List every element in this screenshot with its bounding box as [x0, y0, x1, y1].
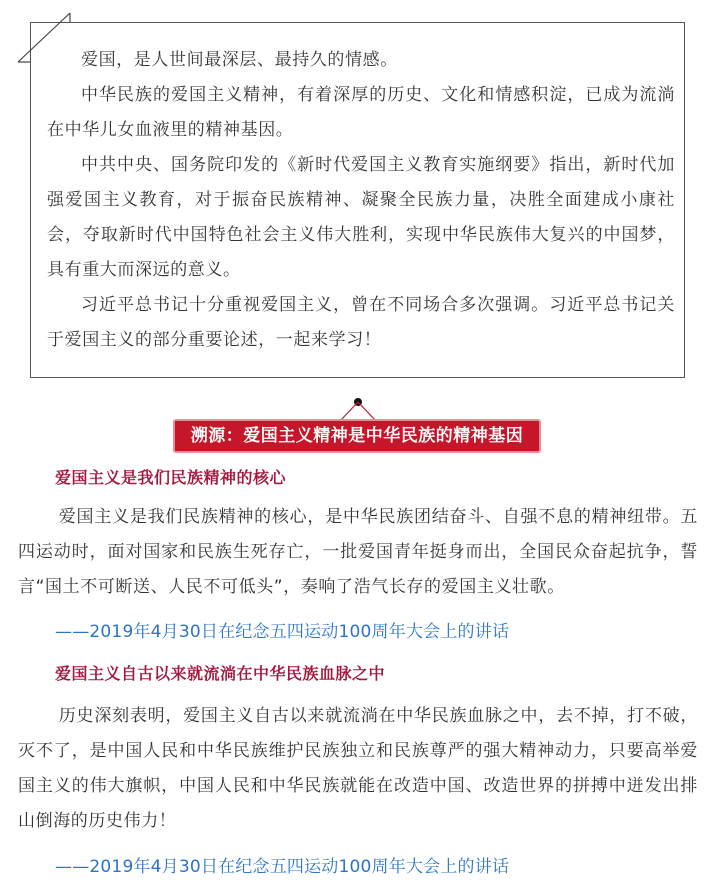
quote-heading: 爱国主义自古以来就流淌在中华民族血脉之中 — [55, 664, 386, 683]
quote-source: ——2019年4月30日在纪念五四运动100周年大会上的讲话 — [55, 622, 510, 642]
quote-body: 爱国主义是我们民族精神的核心，是中华民族团结奋斗、自强不息的精神纽带。五四运动时，面对国家和民族生死存亡，一批爱国青年挺身而出，全国民众奋起抗争，誓言“国土不可断送、人民不可低头”，奏响了浩气长存的爱国主义壮歌。 — [18, 507, 698, 597]
quote-source: ——2019年4月30日在纪念五四运动100周年大会上的讲话 — [55, 857, 510, 877]
corner-decoration-icon — [16, 10, 76, 70]
section-title-badge: 溯源：爱国主义精神是中华民族的精神基因 — [173, 419, 541, 453]
quote-heading: 爱国主义是我们民族精神的核心 — [55, 468, 287, 487]
intro-paragraph: 习近平总书记十分重视爱国主义，曾在不同场合多次强调。习近平总书记关于爱国主义的部分重要论述，一起来学习！ — [47, 295, 675, 350]
intro-paragraph: 中华民族的爱国主义精神，有着深厚的历史、文化和情感积淀，已成为流淌在中华儿女血液里的精神基因。 — [47, 85, 675, 140]
intro-text — [47, 43, 675, 358]
intro-paragraph: 中共中央、国务院印发的《新时代爱国主义教育实施纲要》指出，新时代加强爱国主义教育，对于振奋民族精神、凝聚全民族力量，决胜全面建成小康社会，夺取新时代中国特色社会主义伟大胜利，实现中华民族伟大复兴的中国梦，具有重大而深远的意义。 — [47, 155, 675, 280]
intro-paragraph: 爱国，是人世间最深层、最持久的情感。 — [81, 50, 398, 70]
quote-body: 历史深刻表明，爱国主义自古以来就流淌在中华民族血脉之中，去不掉，打不破，灭不了，是中国人民和中华民族维护民族独立和民族尊严的强大精神动力，只要高举爱国主义的伟大旗帜，中国人民和中华民族就能在改造中国、改造世界的拼搏中迸发出排山倒海的历史伟力！ — [18, 706, 698, 831]
intro-box — [30, 22, 685, 378]
